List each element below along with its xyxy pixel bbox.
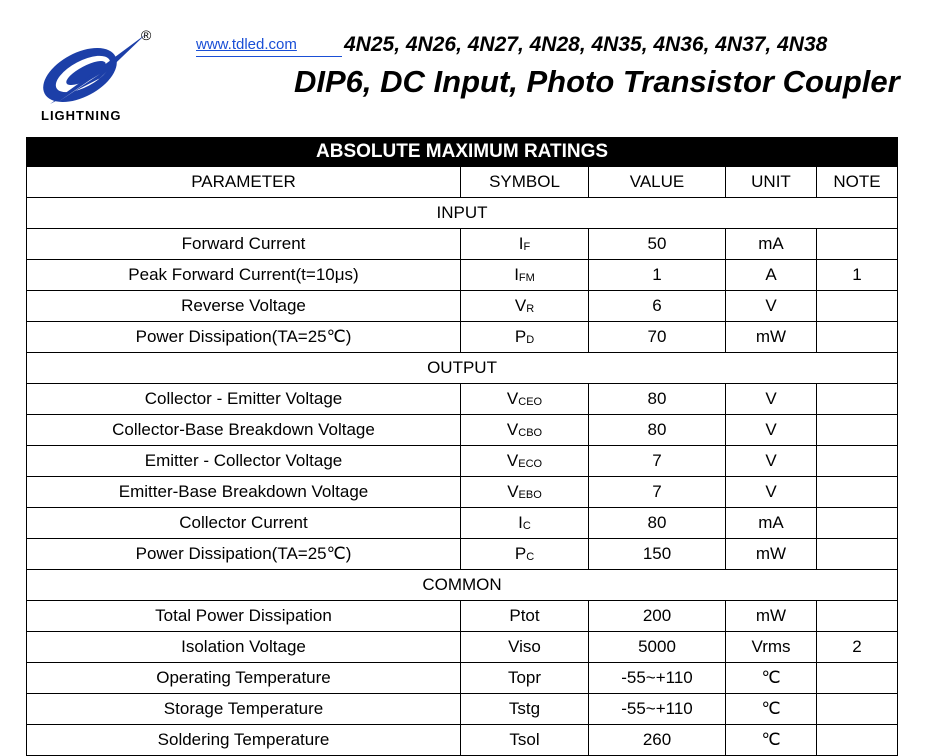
unit-cell: ℃ bbox=[726, 725, 817, 756]
symbol-subscript: CBO bbox=[518, 427, 543, 439]
table-row bbox=[27, 632, 898, 663]
symbol-cell bbox=[461, 539, 589, 570]
note-cell bbox=[817, 508, 898, 539]
symbol-subscript: C bbox=[522, 520, 531, 532]
unit-cell: A bbox=[726, 260, 817, 291]
value-cell: 7 bbox=[589, 446, 726, 477]
parameter-cell: Isolation Voltage bbox=[27, 632, 461, 663]
value-cell: 50 bbox=[589, 229, 726, 260]
note-cell bbox=[817, 663, 898, 694]
value-cell: -55~+110 bbox=[589, 694, 726, 725]
unit-cell: mW bbox=[726, 601, 817, 632]
unit-cell: V bbox=[726, 477, 817, 508]
symbol-main: Viso bbox=[508, 637, 541, 656]
section-row bbox=[27, 353, 898, 384]
table-row bbox=[27, 601, 898, 632]
unit-cell: V bbox=[726, 415, 817, 446]
column-header: UNIT bbox=[726, 167, 817, 198]
note-cell bbox=[817, 601, 898, 632]
table-row bbox=[27, 446, 898, 477]
note-cell bbox=[817, 446, 898, 477]
table-row bbox=[27, 477, 898, 508]
note-cell bbox=[817, 229, 898, 260]
column-header: VALUE bbox=[589, 167, 726, 198]
symbol-cell bbox=[461, 632, 589, 663]
symbol-cell bbox=[461, 384, 589, 415]
symbol-subscript: FM bbox=[518, 272, 535, 284]
symbol-main: P bbox=[514, 327, 527, 346]
unit-cell: V bbox=[726, 446, 817, 477]
registered-mark: ® bbox=[141, 27, 152, 43]
unit-cell: mW bbox=[726, 539, 817, 570]
url-underline bbox=[196, 56, 342, 57]
value-cell: 5000 bbox=[589, 632, 726, 663]
symbol-main: Topr bbox=[507, 668, 542, 687]
symbol-cell bbox=[461, 663, 589, 694]
note-cell bbox=[817, 694, 898, 725]
note-cell bbox=[817, 322, 898, 353]
value-cell: 80 bbox=[589, 508, 726, 539]
symbol-main: V bbox=[506, 389, 519, 408]
value-cell: 80 bbox=[589, 415, 726, 446]
ratings-table bbox=[26, 137, 898, 756]
note-cell bbox=[817, 539, 898, 570]
symbol-main: I bbox=[514, 265, 519, 284]
unit-cell: mA bbox=[726, 229, 817, 260]
parameter-cell: Storage Temperature bbox=[27, 694, 461, 725]
column-header: SYMBOL bbox=[461, 167, 589, 198]
table-row bbox=[27, 663, 898, 694]
symbol-cell bbox=[461, 601, 589, 632]
note-cell bbox=[817, 384, 898, 415]
unit-cell: mW bbox=[726, 322, 817, 353]
symbol-cell bbox=[461, 508, 589, 539]
value-cell: 7 bbox=[589, 477, 726, 508]
table-row bbox=[27, 229, 898, 260]
table-row bbox=[27, 322, 898, 353]
table-row bbox=[27, 539, 898, 570]
note-cell bbox=[817, 415, 898, 446]
symbol-main: Ptot bbox=[509, 606, 540, 625]
website-link[interactable]: www.tdled.com bbox=[196, 36, 297, 53]
section-row bbox=[27, 198, 898, 229]
column-header: NOTE bbox=[817, 167, 898, 198]
symbol-main: V bbox=[507, 482, 519, 501]
note-cell: 1 bbox=[817, 260, 898, 291]
symbol-main: I bbox=[518, 234, 524, 253]
section-label: INPUT bbox=[27, 198, 898, 229]
note-cell bbox=[817, 477, 898, 508]
symbol-main: V bbox=[506, 420, 519, 439]
symbol-subscript: EBO bbox=[518, 489, 542, 501]
header-row bbox=[27, 167, 898, 198]
table-row bbox=[27, 260, 898, 291]
value-cell: 80 bbox=[589, 384, 726, 415]
parameter-cell: Power Dissipation(TA=25℃) bbox=[27, 539, 461, 570]
symbol-cell bbox=[461, 446, 589, 477]
parameter-cell: Forward Current bbox=[27, 229, 461, 260]
symbol-subscript: R bbox=[526, 303, 535, 315]
parameter-cell: Collector-Base Breakdown Voltage bbox=[27, 415, 461, 446]
table-row bbox=[27, 384, 898, 415]
parameter-cell: Collector - Emitter Voltage bbox=[27, 384, 461, 415]
symbol-main: P bbox=[514, 544, 527, 563]
symbol-subscript: CEO bbox=[518, 396, 543, 408]
unit-cell: Vrms bbox=[726, 632, 817, 663]
value-cell: 200 bbox=[589, 601, 726, 632]
table-title: ABSOLUTE MAXIMUM RATINGS bbox=[27, 138, 898, 167]
column-header: PARAMETER bbox=[27, 167, 461, 198]
value-cell: 70 bbox=[589, 322, 726, 353]
parameter-cell: Collector Current bbox=[27, 508, 461, 539]
part-numbers: 4N25, 4N26, 4N27, 4N28, 4N35, 4N36, 4N37, 4N38 bbox=[344, 33, 828, 56]
unit-cell: V bbox=[726, 291, 817, 322]
table-row bbox=[27, 694, 898, 725]
symbol-subscript: D bbox=[526, 334, 535, 346]
table-row bbox=[27, 508, 898, 539]
symbol-cell bbox=[461, 477, 589, 508]
table-row bbox=[27, 415, 898, 446]
table-row bbox=[27, 725, 898, 756]
value-cell: 150 bbox=[589, 539, 726, 570]
symbol-cell bbox=[461, 415, 589, 446]
symbol-cell bbox=[461, 322, 589, 353]
symbol-main: I bbox=[518, 513, 523, 532]
value-cell: -55~+110 bbox=[589, 663, 726, 694]
symbol-subscript: F bbox=[523, 241, 531, 253]
symbol-subscript: ECO bbox=[518, 458, 543, 470]
symbol-cell bbox=[461, 229, 589, 260]
brand-name: LIGHTNING bbox=[41, 108, 122, 123]
note-cell: 2 bbox=[817, 632, 898, 663]
value-cell: 6 bbox=[589, 291, 726, 322]
symbol-cell bbox=[461, 694, 589, 725]
symbol-cell bbox=[461, 291, 589, 322]
parameter-cell: Emitter - Collector Voltage bbox=[27, 446, 461, 477]
symbol-main: V bbox=[514, 296, 527, 315]
value-cell: 1 bbox=[589, 260, 726, 291]
parameter-cell: Peak Forward Current(t=10μs) bbox=[27, 260, 461, 291]
document-subtitle: DIP6, DC Input, Photo Transistor Coupler bbox=[294, 64, 900, 99]
symbol-subscript: C bbox=[526, 551, 535, 563]
symbol-main: Tsol bbox=[509, 730, 540, 749]
parameter-cell: Power Dissipation(TA=25℃) bbox=[27, 322, 461, 353]
unit-cell: ℃ bbox=[726, 694, 817, 725]
section-row bbox=[27, 570, 898, 601]
section-label: OUTPUT bbox=[27, 353, 898, 384]
symbol-main: Tstg bbox=[508, 699, 541, 718]
note-cell bbox=[817, 725, 898, 756]
parameter-cell: Emitter-Base Breakdown Voltage bbox=[27, 477, 461, 508]
parameter-cell: Reverse Voltage bbox=[27, 291, 461, 322]
unit-cell: ℃ bbox=[726, 663, 817, 694]
unit-cell: V bbox=[726, 384, 817, 415]
parameter-cell: Soldering Temperature bbox=[27, 725, 461, 756]
lightning-logo-icon bbox=[28, 30, 188, 140]
unit-cell: mA bbox=[726, 508, 817, 539]
value-cell: 260 bbox=[589, 725, 726, 756]
note-cell bbox=[817, 291, 898, 322]
parameter-cell: Operating Temperature bbox=[27, 663, 461, 694]
symbol-cell bbox=[461, 725, 589, 756]
parameter-cell: Total Power Dissipation bbox=[27, 601, 461, 632]
table-row bbox=[27, 291, 898, 322]
section-label: COMMON bbox=[27, 570, 898, 601]
symbol-cell bbox=[461, 260, 589, 291]
symbol-main: V bbox=[506, 451, 519, 470]
